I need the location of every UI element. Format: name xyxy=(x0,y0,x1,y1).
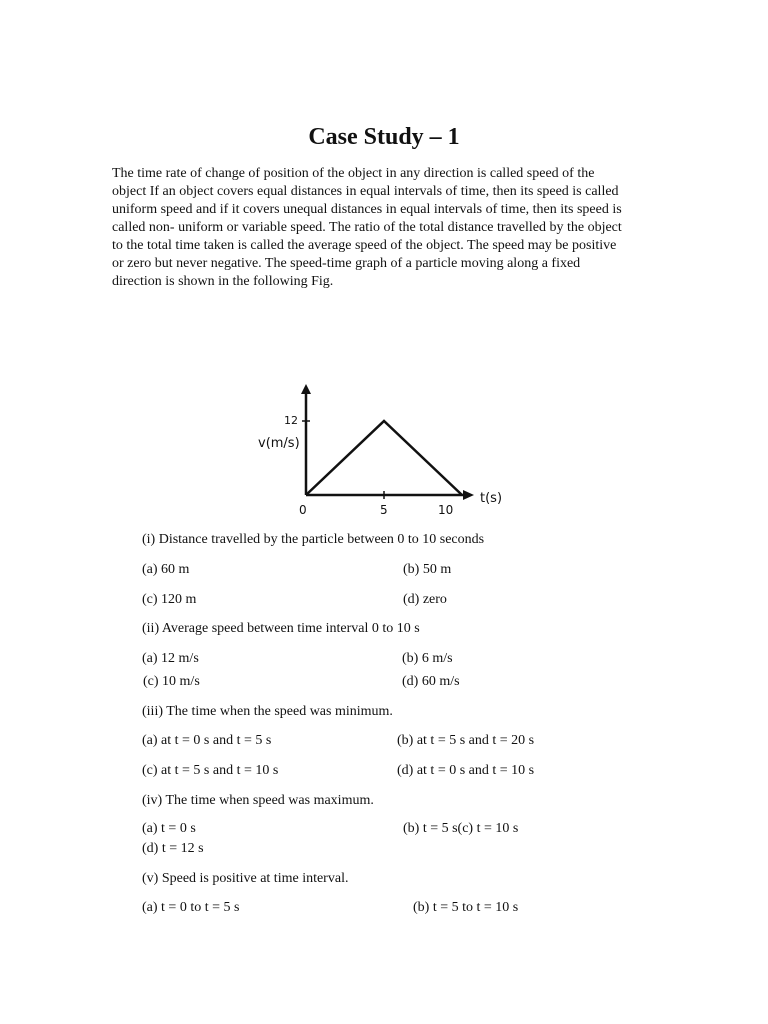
q2-option-b: (b) 6 m/s xyxy=(402,651,453,666)
question-3: (iii) The time when the speed was minimum. xyxy=(142,704,393,719)
q3-option-c: (c) at t = 5 s and t = 10 s xyxy=(142,763,279,778)
q1-option-a: (a) 60 m xyxy=(142,562,190,577)
intro-paragraph: The time rate of change of position of the object in any direction is called speed of the object If an object covers equal distances in equal intervals of time, then its speed is called uniform speed and if it covers unequal distances in equal intervals of time, then its speed is called non- uniform or variable speed. The ratio of the total distance travelled by the object to the total time taken is called the average speed of the object. The speed may be positive or zero but never negative. The speed-time graph of a particle moving along a fixed direction is shown in the following Fig. xyxy=(112,166,622,289)
x-axis-arrow xyxy=(463,490,474,500)
q1-option-c: (c) 120 m xyxy=(142,592,197,607)
x-tick-label-0: 0 xyxy=(299,503,307,517)
q4-option-d: (d) t = 12 s xyxy=(142,841,204,856)
q3-option-a: (a) at t = 0 s and t = 5 s xyxy=(142,733,272,748)
question-2: (ii) Average speed between time interval 0 to 10 s xyxy=(142,621,420,636)
page-title: Case Study – 1 xyxy=(308,124,460,150)
q5-option-b: (b) t = 5 to t = 10 s xyxy=(413,900,519,915)
x-axis-label: t(s) xyxy=(480,491,503,506)
question-1: (i) Distance travelled by the particle between 0 to 10 seconds xyxy=(142,532,485,547)
y-axis-label: v(m/s) xyxy=(258,436,300,451)
question-5: (v) Speed is positive at time interval. xyxy=(142,871,349,886)
y-axis-arrow xyxy=(301,384,311,394)
q1-option-b: (b) 50 m xyxy=(403,562,452,577)
y-tick-label-12: 12 xyxy=(284,414,298,427)
q2-option-c: (c) 10 m/s xyxy=(143,674,200,689)
q5-option-a: (a) t = 0 to t = 5 s xyxy=(142,900,240,915)
q2-option-d: (d) 60 m/s xyxy=(402,674,460,689)
question-4: (iv) The time when speed was maximum. xyxy=(142,793,374,808)
x-tick-label-5: 5 xyxy=(380,503,388,517)
q4-option-a: (a) t = 0 s xyxy=(142,821,196,836)
speed-time-graph xyxy=(250,380,510,525)
q1-option-d: (d) zero xyxy=(403,592,447,607)
q3-option-b: (b) at t = 5 s and t = 20 s xyxy=(397,733,535,748)
q3-option-d: (d) at t = 0 s and t = 10 s xyxy=(397,763,535,778)
speed-line xyxy=(306,421,462,495)
q2-option-a: (a) 12 m/s xyxy=(142,651,199,666)
x-tick-label-10: 10 xyxy=(438,503,454,517)
q4-option-b-c: (b) t = 5 s(c) t = 10 s xyxy=(403,821,519,836)
